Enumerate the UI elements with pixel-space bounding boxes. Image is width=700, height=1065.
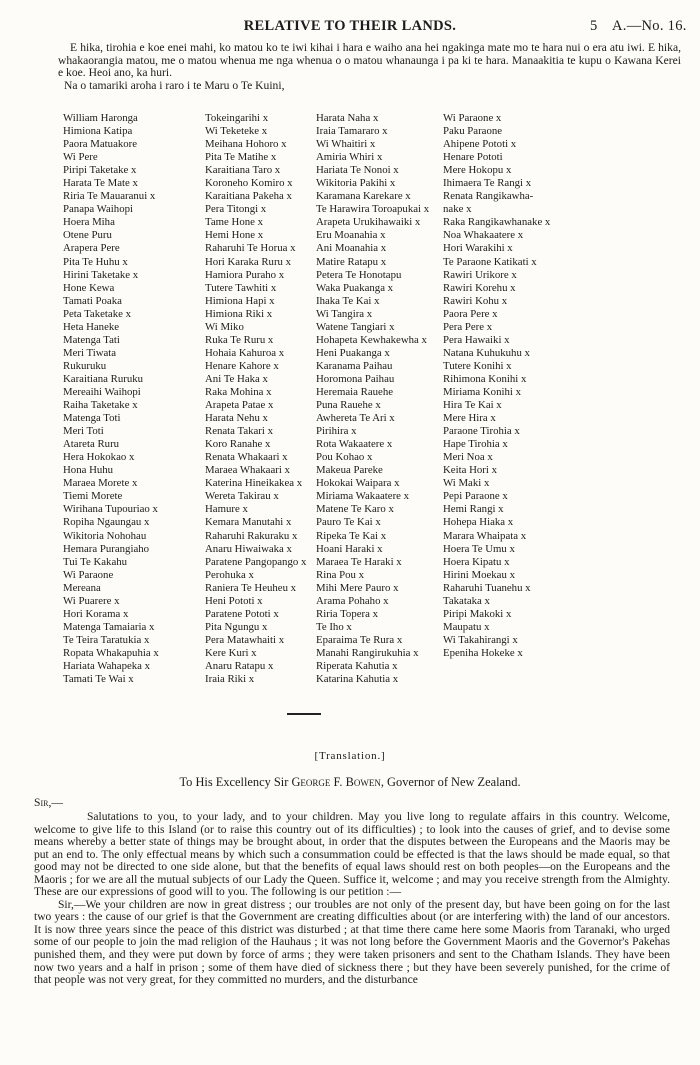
signatory-name: Hape Tirohia x: [443, 438, 508, 451]
signatory-name: Hemi Rangi x: [443, 503, 504, 516]
signatory-name: Wereta Takirau x: [205, 490, 279, 503]
signatory-name: William Haronga: [63, 112, 138, 124]
signatory-name: Hirini Taketake x: [63, 268, 139, 281]
signatory-name: Himiona Hapi x: [205, 294, 275, 307]
signatory-name: Horomona Paihau: [316, 372, 395, 385]
signatory-name: Miriama Konihi x: [443, 385, 521, 398]
signatory-column-3: [316, 112, 429, 686]
signatory-name: Hoani Haraki x: [316, 542, 383, 555]
signatory-name: Hemi Hone x: [205, 229, 264, 242]
signatory-name: Raharuhi Te Horua x: [205, 242, 296, 255]
signatory-name: Meihana Hohoro x: [205, 138, 287, 151]
signatory-name: Rukuruku: [63, 359, 107, 372]
page-header: [0, 18, 700, 38]
signatory-name: Rawiri Kohu x: [443, 294, 508, 307]
signatory-name: Eru Moanahia x: [316, 229, 386, 242]
address-prefix: To His Excellency Sir: [179, 775, 292, 789]
signatory-name: Harata Te Mate x: [63, 177, 138, 190]
signatory-name: Hohaia Kahuroa x: [205, 346, 285, 359]
signatory-name: Wikitoria Pakihi x: [316, 177, 396, 190]
signatory-name: Ropiha Ngaungau x: [63, 516, 150, 529]
signatory-name: Maraea Whakaari x: [205, 464, 290, 477]
signatory-name: Pera Titongi x: [205, 203, 267, 216]
signatory-name: Maupatu x: [443, 620, 490, 633]
signatory-name: Peta Taketake x: [63, 307, 131, 320]
signatory-name: Karamana Karekare x: [316, 190, 411, 203]
signatory-name: Rota Wakaatere x: [316, 438, 393, 451]
signatory-name: Ani Moanahia x: [316, 242, 387, 255]
translation-paragraph-2: Sir,—We your children are now in great distress ; our troubles are not only of the present day, but have been going on for the last two years : the cause of our grief is that the Government are creating difficulties about (or are interfering with) the land of our ancestors. It is now three years since the peace of this district was disturbed ; at that time there came here some Maoris from Taranaki, who urged some of our people to join the mad religion of the Hauhaus ; it was not long before the Government Maoris and the Governor's Pakehas punished them, and they were put down by force of arms ; they were taken prisoners and sent to the Chatham Islands. They have been now two years and a half in prison ; some of them have died of sickness there ; but they have been severely punished, for the crime of that people was not very great, for they committed no murders, and the disturbance: [34, 898, 670, 987]
signatory-name: Rawiri Korehu x: [443, 281, 516, 294]
signatory-name: Renata Whakaari x: [205, 451, 288, 464]
signatory-name: Riria Topera x: [316, 607, 379, 620]
signatory-name: Maraea Te Haraki x: [316, 555, 402, 568]
signatory-name: Waka Puakanga x: [316, 281, 394, 294]
signatory-name: Mereaihi Waihopi: [63, 385, 141, 398]
maori-signoff: Na o tamariki aroha i raro i te Maru o Te Kuini,: [64, 78, 285, 92]
signatory-name: Renata Takari x: [205, 425, 273, 438]
signatory-name: Paora Matuakore: [63, 138, 138, 151]
signatory-name: Ihimaera Te Rangi x: [443, 177, 532, 190]
signatory-name: Katerina Hineikakea x: [205, 477, 303, 490]
signatory-name: Ripeka Te Kai x: [316, 529, 387, 542]
signatory-name: nake x: [443, 203, 472, 216]
signatory-name: Himiona Riki x: [205, 307, 273, 320]
signatory-name: Pita Te Matihe x: [205, 151, 277, 164]
signatory-name: Mereana: [63, 581, 101, 594]
signatory-name: Te Iho x: [316, 620, 352, 633]
signatory-name: Ahipene Pototi x: [443, 138, 517, 151]
signatory-name: Wi Miko: [205, 320, 244, 333]
signatory-name: Himiona Katipa: [63, 125, 133, 138]
signatory-name: Harata Naha x: [316, 112, 379, 124]
signatory-name: Wi Teketeke x: [205, 125, 268, 138]
signatory-name: Raniera Te Heuheu x: [205, 581, 297, 594]
signatory-name: Matenga Tamaiaria x: [63, 620, 155, 633]
signatory-name: Maraea Morete x: [63, 477, 138, 490]
signatory-name: Eparaima Te Rura x: [316, 633, 403, 646]
signatory-name: Hone Kewa: [63, 281, 115, 294]
signatory-name: Pita Ngungu x: [205, 620, 268, 633]
signatory-name: Arapera Pere: [63, 242, 120, 255]
signatory-name: Makeua Pareke: [316, 464, 383, 477]
address-line: [0, 775, 700, 790]
signatory-name: Tame Hone x: [205, 216, 264, 229]
signatory-name: Te Paraone Katikati x: [443, 255, 537, 268]
translation-body: [34, 811, 670, 987]
signatory-name: Kere Kuri x: [205, 646, 257, 659]
signatory-name: Wikitoria Nohohau: [63, 529, 147, 542]
signatory-name: Wi Tangira x: [316, 307, 373, 320]
signatory-name: Paratene Pototi x: [205, 607, 279, 620]
signatory-name: Epeniha Hokeke x: [443, 646, 523, 659]
signatory-name: Rawiri Urikore x: [443, 268, 517, 281]
signatory-name: Heta Haneke: [63, 320, 120, 333]
signatory-name: Perohuka x: [205, 568, 254, 581]
signatory-name: Wi Paraone: [63, 568, 114, 581]
signatory-name: Rina Pou x: [316, 568, 364, 581]
signatory-name: Petera Te Honotapu: [316, 268, 402, 281]
signatory-name: Rihimona Konihi x: [443, 372, 527, 385]
signatory-name: Hori Korama x: [63, 607, 129, 620]
signatory-name: Wi Pere: [63, 151, 98, 164]
signatory-name: Pita Te Huhu x: [63, 255, 128, 268]
signatory-name: Ani Te Haka x: [205, 372, 268, 385]
signatory-name: Tamati Poaka: [63, 294, 122, 307]
signatory-name: Raka Rangikawhanake x: [443, 216, 551, 229]
signatory-name: Wi Whaitiri x: [316, 138, 376, 151]
signatory-name: Hohepa Hiaka x: [443, 516, 514, 529]
signatory-name: Kemara Manutahi x: [205, 516, 292, 529]
governor-name: George F. Bowen: [291, 775, 381, 789]
section-divider: [287, 713, 321, 715]
signatory-name: Meri Toti: [63, 425, 104, 438]
signatory-name: Hona Huhu: [63, 464, 114, 477]
signatory-name: Watene Tangiari x: [316, 320, 395, 333]
signatory-name: Amiria Whiri x: [316, 151, 383, 164]
signatory-name: Anaru Hiwaiwaka x: [205, 542, 292, 555]
signatory-name: Renata Rangikawha-: [443, 190, 534, 203]
signatory-name: Paraone Tirohia x: [443, 425, 520, 438]
signatory-name: Hoera Miha: [63, 216, 115, 229]
signatory-name: Puna Rauehe x: [316, 399, 381, 412]
signatory-name: Meri Noa x: [443, 451, 493, 464]
signatory-name: Pepi Paraone x: [443, 490, 508, 503]
signatory-name: Mihi Mere Pauro x: [316, 581, 399, 594]
signatory-name: Takataka x: [443, 594, 490, 607]
signatory-name: Ihaka Te Kai x: [316, 294, 380, 307]
signatory-name: Tui Te Kakahu: [63, 555, 128, 568]
signatory-name: Matene Te Karo x: [316, 503, 394, 516]
signatory-name: Arapeta Patae x: [205, 399, 274, 412]
signatory-name: Tutere Tawhiti x: [205, 281, 277, 294]
signatory-name: Iraia Tamararo x: [316, 125, 388, 138]
signatory-name: Pauro Te Kai x: [316, 516, 381, 529]
signatory-name: Hori Warakihi x: [443, 242, 513, 255]
signatory-name: Matire Ratapu x: [316, 255, 387, 268]
signatory-name: Miriama Wakaatere x: [316, 490, 410, 503]
signatory-name: Raharuhi Tuanehu x: [443, 581, 531, 594]
signatory-name: Koroneho Komiro x: [205, 177, 293, 190]
page-title: RELATIVE TO THEIR LANDS.: [243, 18, 457, 34]
signatory-name: Pou Kohao x: [316, 451, 373, 464]
signatory-name: Tiemi Morete: [63, 490, 123, 503]
address-suffix: , Governor of New Zealand.: [380, 775, 521, 789]
signatory-name: Katarina Kahutia x: [316, 673, 399, 686]
signatory-name: Karaitiana Pakeha x: [205, 190, 292, 203]
signatory-name: Tutere Konihi x: [443, 359, 512, 372]
signatory-name: Hariata Wahapeka x: [63, 659, 151, 672]
signatory-name: Mere Hira x: [443, 412, 496, 425]
signatory-name: Keita Hori x: [443, 464, 497, 477]
signatory-name: Ruka Te Ruru x: [205, 333, 274, 346]
signatory-name: Riria Te Mauaranui x: [63, 190, 156, 203]
signatory-name: Henare Pototi: [443, 151, 503, 164]
signatory-name: Karaitiana Ruruku: [63, 372, 144, 385]
signatory-name: Karaitiana Taro x: [205, 164, 281, 177]
signatory-name: Piripi Makoki x: [443, 607, 512, 620]
salutation: Sir,—: [34, 796, 63, 809]
signatory-name: Anaru Ratapu x: [205, 659, 274, 672]
signatory-name: Karanama Paihau: [316, 359, 393, 372]
signatory-name: Matenga Toti: [63, 412, 121, 425]
signatory-name: Panapa Waihopi: [63, 203, 133, 216]
signatory-name: Henare Kahore x: [205, 359, 279, 372]
maori-intro-text: [58, 42, 681, 92]
signatory-name: Paora Pere x: [443, 307, 498, 320]
signatory-name: Meri Tiwata: [63, 346, 117, 359]
signatory-name: Heni Pototi x: [205, 594, 263, 607]
signatory-name: Wi Maki x: [443, 477, 490, 490]
signatory-column-4: [443, 112, 550, 660]
signatory-name: Atareta Ruru: [63, 438, 120, 451]
signatory-name: Marara Whaipata x: [443, 529, 527, 542]
signatory-name: Te Harawira Toroapukai x: [316, 203, 430, 216]
signatory-name: Ropata Whakapuhia x: [63, 646, 159, 659]
signatory-name: Raiha Taketake x: [63, 399, 138, 412]
signatory-name: Mere Hokopu x: [443, 164, 512, 177]
signatory-name: Arapeta Urukihawaiki x: [316, 216, 421, 229]
signatory-name: Hoera Kipatu x: [443, 555, 510, 568]
signatory-name: Pera Hawaiki x: [443, 333, 510, 346]
signatory-name: Wi Takahirangi x: [443, 633, 518, 646]
signatory-name: Hori Karaka Ruru x: [205, 255, 292, 268]
signatory-name: Manahi Rangirukuhia x: [316, 646, 419, 659]
signatory-name: Raka Mohina x: [205, 385, 272, 398]
signatory-name: Piripi Taketake x: [63, 164, 137, 177]
document-reference: A.—No. 16.: [612, 18, 687, 34]
signatory-name: Pera Matawhaiti x: [205, 633, 285, 646]
signatory-name: Wi Paraone x: [443, 112, 502, 124]
signatory-name: Tokeingarihi x: [205, 112, 269, 124]
signatory-name: Hirini Moekau x: [443, 568, 515, 581]
signatory-name: Hera Hokokao x: [63, 451, 135, 464]
translation-heading: [Translation.]: [314, 750, 386, 762]
signatory-name: Noa Whakaatere x: [443, 229, 524, 242]
signatory-name: Arama Pohaho x: [316, 594, 389, 607]
signatory-name: Harata Nehu x: [205, 412, 268, 425]
signatory-column-1: [63, 112, 159, 686]
signatory-column-2: [205, 112, 306, 686]
signatory-name: Natana Kuhukuhu x: [443, 346, 530, 359]
signatory-name: Hokokai Waipara x: [316, 477, 400, 490]
signatory-name: Heni Puakanga x: [316, 346, 390, 359]
signatory-name: Paratene Pangopango x: [205, 555, 307, 568]
signatory-name: Iraia Riki x: [205, 673, 255, 686]
signatory-name: Pera Pere x: [443, 320, 493, 333]
signatory-name: Hemara Purangiaho: [63, 542, 150, 555]
page-number: 5: [590, 18, 598, 34]
signatory-name: Hoera Te Umu x: [443, 542, 515, 555]
signatory-name: Otene Puru: [63, 229, 112, 242]
signatory-name: Hamiora Puraho x: [205, 268, 285, 281]
signatory-name: Hamure x: [205, 503, 248, 516]
signatory-name: Wi Puarere x: [63, 594, 120, 607]
signatory-name: Hohapeta Kewhakewha x: [316, 333, 427, 346]
signatory-name: Wirihana Tupouriao x: [63, 503, 158, 516]
signatory-name: Hira Te Kai x: [443, 399, 502, 412]
signatory-name: Koro Ranahe x: [205, 438, 271, 451]
signatory-name: Paku Paraone: [443, 125, 503, 138]
translation-paragraph-1: Salutations to you, to your lady, and to your children. May you live long to regulate affairs in this country. Welcome, welcome to give life to this Island (or to raise this country out of its difficulties) ; to look into the causes of grief, and to devise some means whereby a better state of things may be brought about, in order that the disputes between the Europeans and the Maoris may be put an end to. The only effectual means by which such a consummation could be effected is that the laws should be made equal, so that good may not be directed to one side alone, but that the benefits of equal laws should rest on both peoples—on the Europeans and the Maoris ; for we are all the mutual subjects of our Lady the Queen. Suffice it, welcome ; and may you receive strength from the Almighty. These are our expressions of good will to you. The following is our petition :—: [34, 811, 670, 899]
signatory-name: Matenga Tati: [63, 333, 120, 346]
signatory-name: Hariata Te Nonoi x: [316, 164, 399, 177]
maori-intro-paragraph: E hika, tirohia e koe enei mahi, ko matou ko te iwi kihai i hara e waiho ana hei ngakinga mate mo te hara nui o era atu iwi. E hika, whakaorangia matou, me o matou whenua me nga whenua o o matou whanaunga i pa ki te hara. Manaakitia te kupu o Kawana Kerei e koe. Heoi ano, ka huri.: [58, 41, 681, 80]
signatory-name: Tamati Te Wai x: [63, 673, 134, 686]
signatory-name: Raharuhi Rakuraku x: [205, 529, 298, 542]
signatory-name: Awhereta Te Ari x: [316, 412, 395, 425]
signatory-name: Riperata Kahutia x: [316, 659, 398, 672]
signatory-name: Te Teira Taratukia x: [63, 633, 150, 646]
signatory-name: Pirihira x: [316, 425, 357, 438]
signatory-name: Heremaia Rauehe: [316, 385, 394, 398]
